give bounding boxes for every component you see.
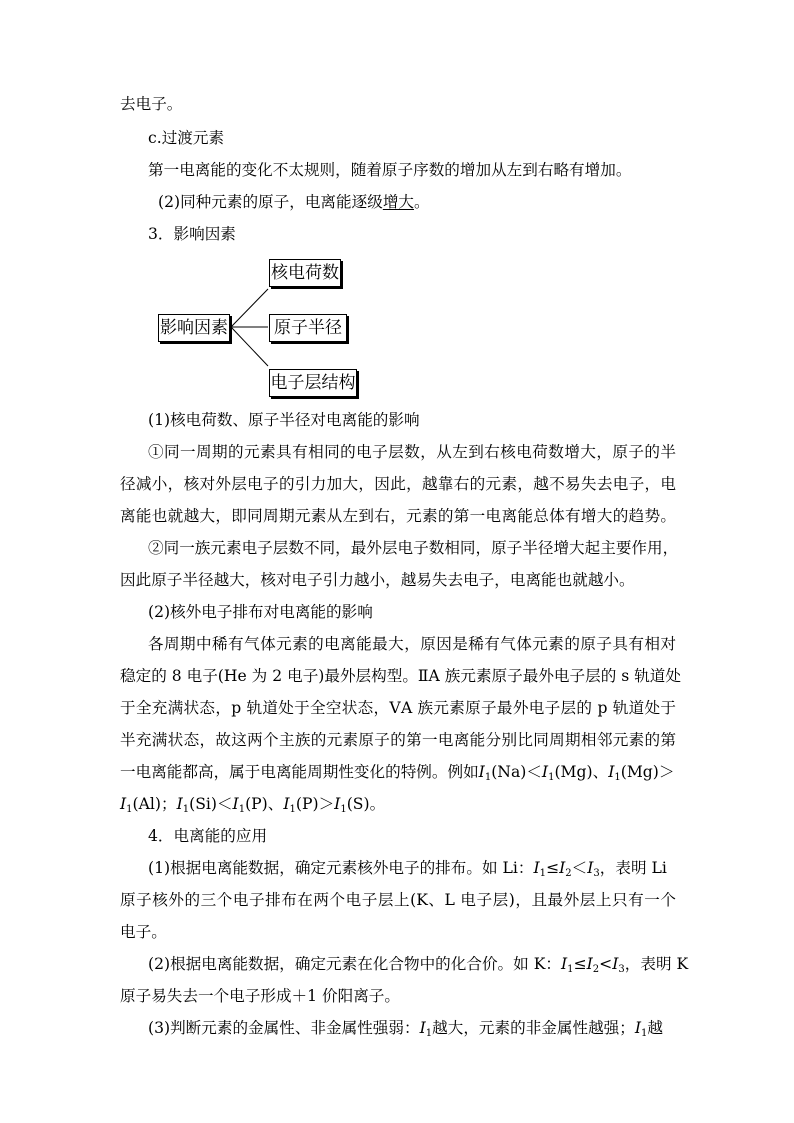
text-line: ①同一周期的元素具有相同的电子层数，从左到右核电荷数增大，原子的半 [148, 443, 676, 461]
symbol-I: I [419, 1019, 426, 1037]
subscript: 1 [548, 772, 555, 783]
section-heading-applications: 4．电离能的应用 [148, 827, 268, 845]
text-line: 径减小，核对外层电子的引力加大，因此，越靠右的元素，越不易失去电子，电 [120, 475, 676, 493]
symbol-I: I [586, 955, 593, 973]
subscript: 3 [618, 964, 625, 975]
diagram-connectors [0, 0, 794, 420]
subscript: 1 [614, 772, 621, 783]
symbol-I: I [612, 955, 619, 973]
diagram-item-atomic-radius: 原子半径 [269, 314, 347, 342]
subscript: 1 [425, 1028, 433, 1039]
text-span: (Al)； [132, 795, 177, 813]
text-span: (S)。 [346, 795, 386, 813]
text-line: 第一电离能的变化不太规则，随着原子序数的增加从左到右略有增加。 [148, 161, 632, 179]
symbol-I: I [559, 859, 566, 877]
symbol-I: I [283, 795, 290, 813]
text-span: ，表明 Li [599, 859, 667, 877]
subscript: 2 [592, 964, 600, 975]
section-heading-transition-elements: c.过渡元素 [148, 129, 225, 147]
symbol-I: I [334, 795, 341, 813]
subscript: 1 [126, 804, 133, 815]
text-span: (P)＞ [295, 795, 335, 813]
subscript: 1 [539, 868, 546, 879]
symbol-I: I [541, 763, 549, 781]
text-line [148, 858, 704, 878]
text-span: (3)判断元素的金属性、非金属性强弱： [148, 1019, 420, 1037]
text-line [120, 794, 676, 814]
diagram-root-box: 影响因素 [158, 314, 230, 342]
symbol-I: I [478, 763, 485, 781]
text-line: 稳定的 8 电子(He 为 2 电子)最外层构型。ⅡA 族元素原子最外电子层的 s 轨道处 [120, 667, 681, 685]
text-line: 各周期中稀有气体元素的电离能最大，原因是稀有气体元素的原子具有相对 [148, 635, 676, 653]
text-span: ≤ [573, 955, 587, 973]
text-line: 去电子。 [120, 95, 183, 113]
diagram-item-electron-shell: 电子层结构 [269, 369, 357, 397]
symbol-I: I [634, 1019, 642, 1037]
text-span: ，表明 K [624, 955, 689, 973]
subscript: 1 [238, 804, 246, 815]
symbol-I: I [120, 795, 127, 813]
text-span: (Si)＜ [189, 795, 233, 813]
subsection-heading: (1)核电荷数、原子半径对电离能的影响 [148, 411, 420, 429]
subscript: 1 [340, 804, 347, 815]
text-span: 一电离能都高，属于电离能周期性变化的特例。例如 [120, 763, 479, 781]
text-span: (Na)＜ [491, 763, 542, 781]
text-line: 因此原子半径越大，核对电子引力越小，越易失去电子，电离能也就越小。 [120, 571, 635, 589]
text-line: 原子核外的三个电子排布在两个电子层上(K、L 电子层)，且最外层上只有一个 [120, 891, 676, 909]
connector-line [231, 289, 268, 327]
text-span: (2)根据电离能数据，确定元素在化合物中的化合价。如 K： [148, 955, 561, 973]
symbol-I: I [533, 859, 540, 877]
text-span: (Mg)、 [554, 763, 609, 781]
text-span: < [599, 955, 613, 973]
text-span: (Mg)＞ [620, 763, 675, 781]
text-span: ≤ [546, 859, 560, 877]
text-line [148, 954, 704, 974]
text-line: 电子。 [120, 923, 167, 941]
text-span: (2)同种元素的原子，电离能逐级 [158, 193, 383, 211]
symbol-I: I [232, 795, 239, 813]
connector-line [231, 327, 268, 366]
text-line: 半充满状态，故这两个主族的元素原子的第一电离能分别比同周期相邻元素的第 [120, 731, 676, 749]
fill-in-answer: 增大 [382, 193, 415, 211]
subscript: 2 [565, 868, 572, 879]
text-line: 离能也就越大，即同周期元素从左到右，元素的第一电离能总体有增大的趋势。 [120, 507, 676, 525]
text-span: (P)、 [245, 795, 284, 813]
text-span: ＜ [571, 859, 588, 877]
symbol-I: I [176, 795, 183, 813]
text-line [148, 1018, 704, 1038]
text-line: 原子易失去一个电子形成＋1 价阳离子。 [120, 987, 400, 1005]
subscript: 1 [484, 772, 492, 783]
subscript: 1 [182, 804, 190, 815]
text-span: (1)根据电离能数据，确定元素核外电子的排布。如 Li： [148, 859, 534, 877]
subscript: 3 [593, 868, 600, 879]
subscript: 1 [289, 804, 296, 815]
text-line: 于全充满状态，p 轨道处于全空状态，ⅤA 族元素原子最外电子层的 p 轨道处于 [120, 699, 676, 717]
subsection-heading: (2)核外电子排布对电离能的影响 [148, 603, 373, 621]
symbol-I: I [587, 859, 594, 877]
subscript: 1 [567, 964, 574, 975]
text-line: ②同一族元素电子层数不同，最外层电子数相同，原子半径增大起主要作用， [148, 539, 679, 557]
symbol-I: I [560, 955, 568, 973]
subscript: 1 [641, 1028, 648, 1039]
text-line [120, 762, 676, 782]
text-span: 。 [414, 193, 430, 211]
section-heading-factors: 3．影响因素 [148, 225, 236, 243]
text-span: 越 [647, 1019, 664, 1037]
symbol-I: I [608, 763, 615, 781]
text-span: 越大，元素的非金属性越强； [432, 1019, 635, 1037]
diagram-item-nuclear-charge: 核电荷数 [269, 259, 341, 287]
